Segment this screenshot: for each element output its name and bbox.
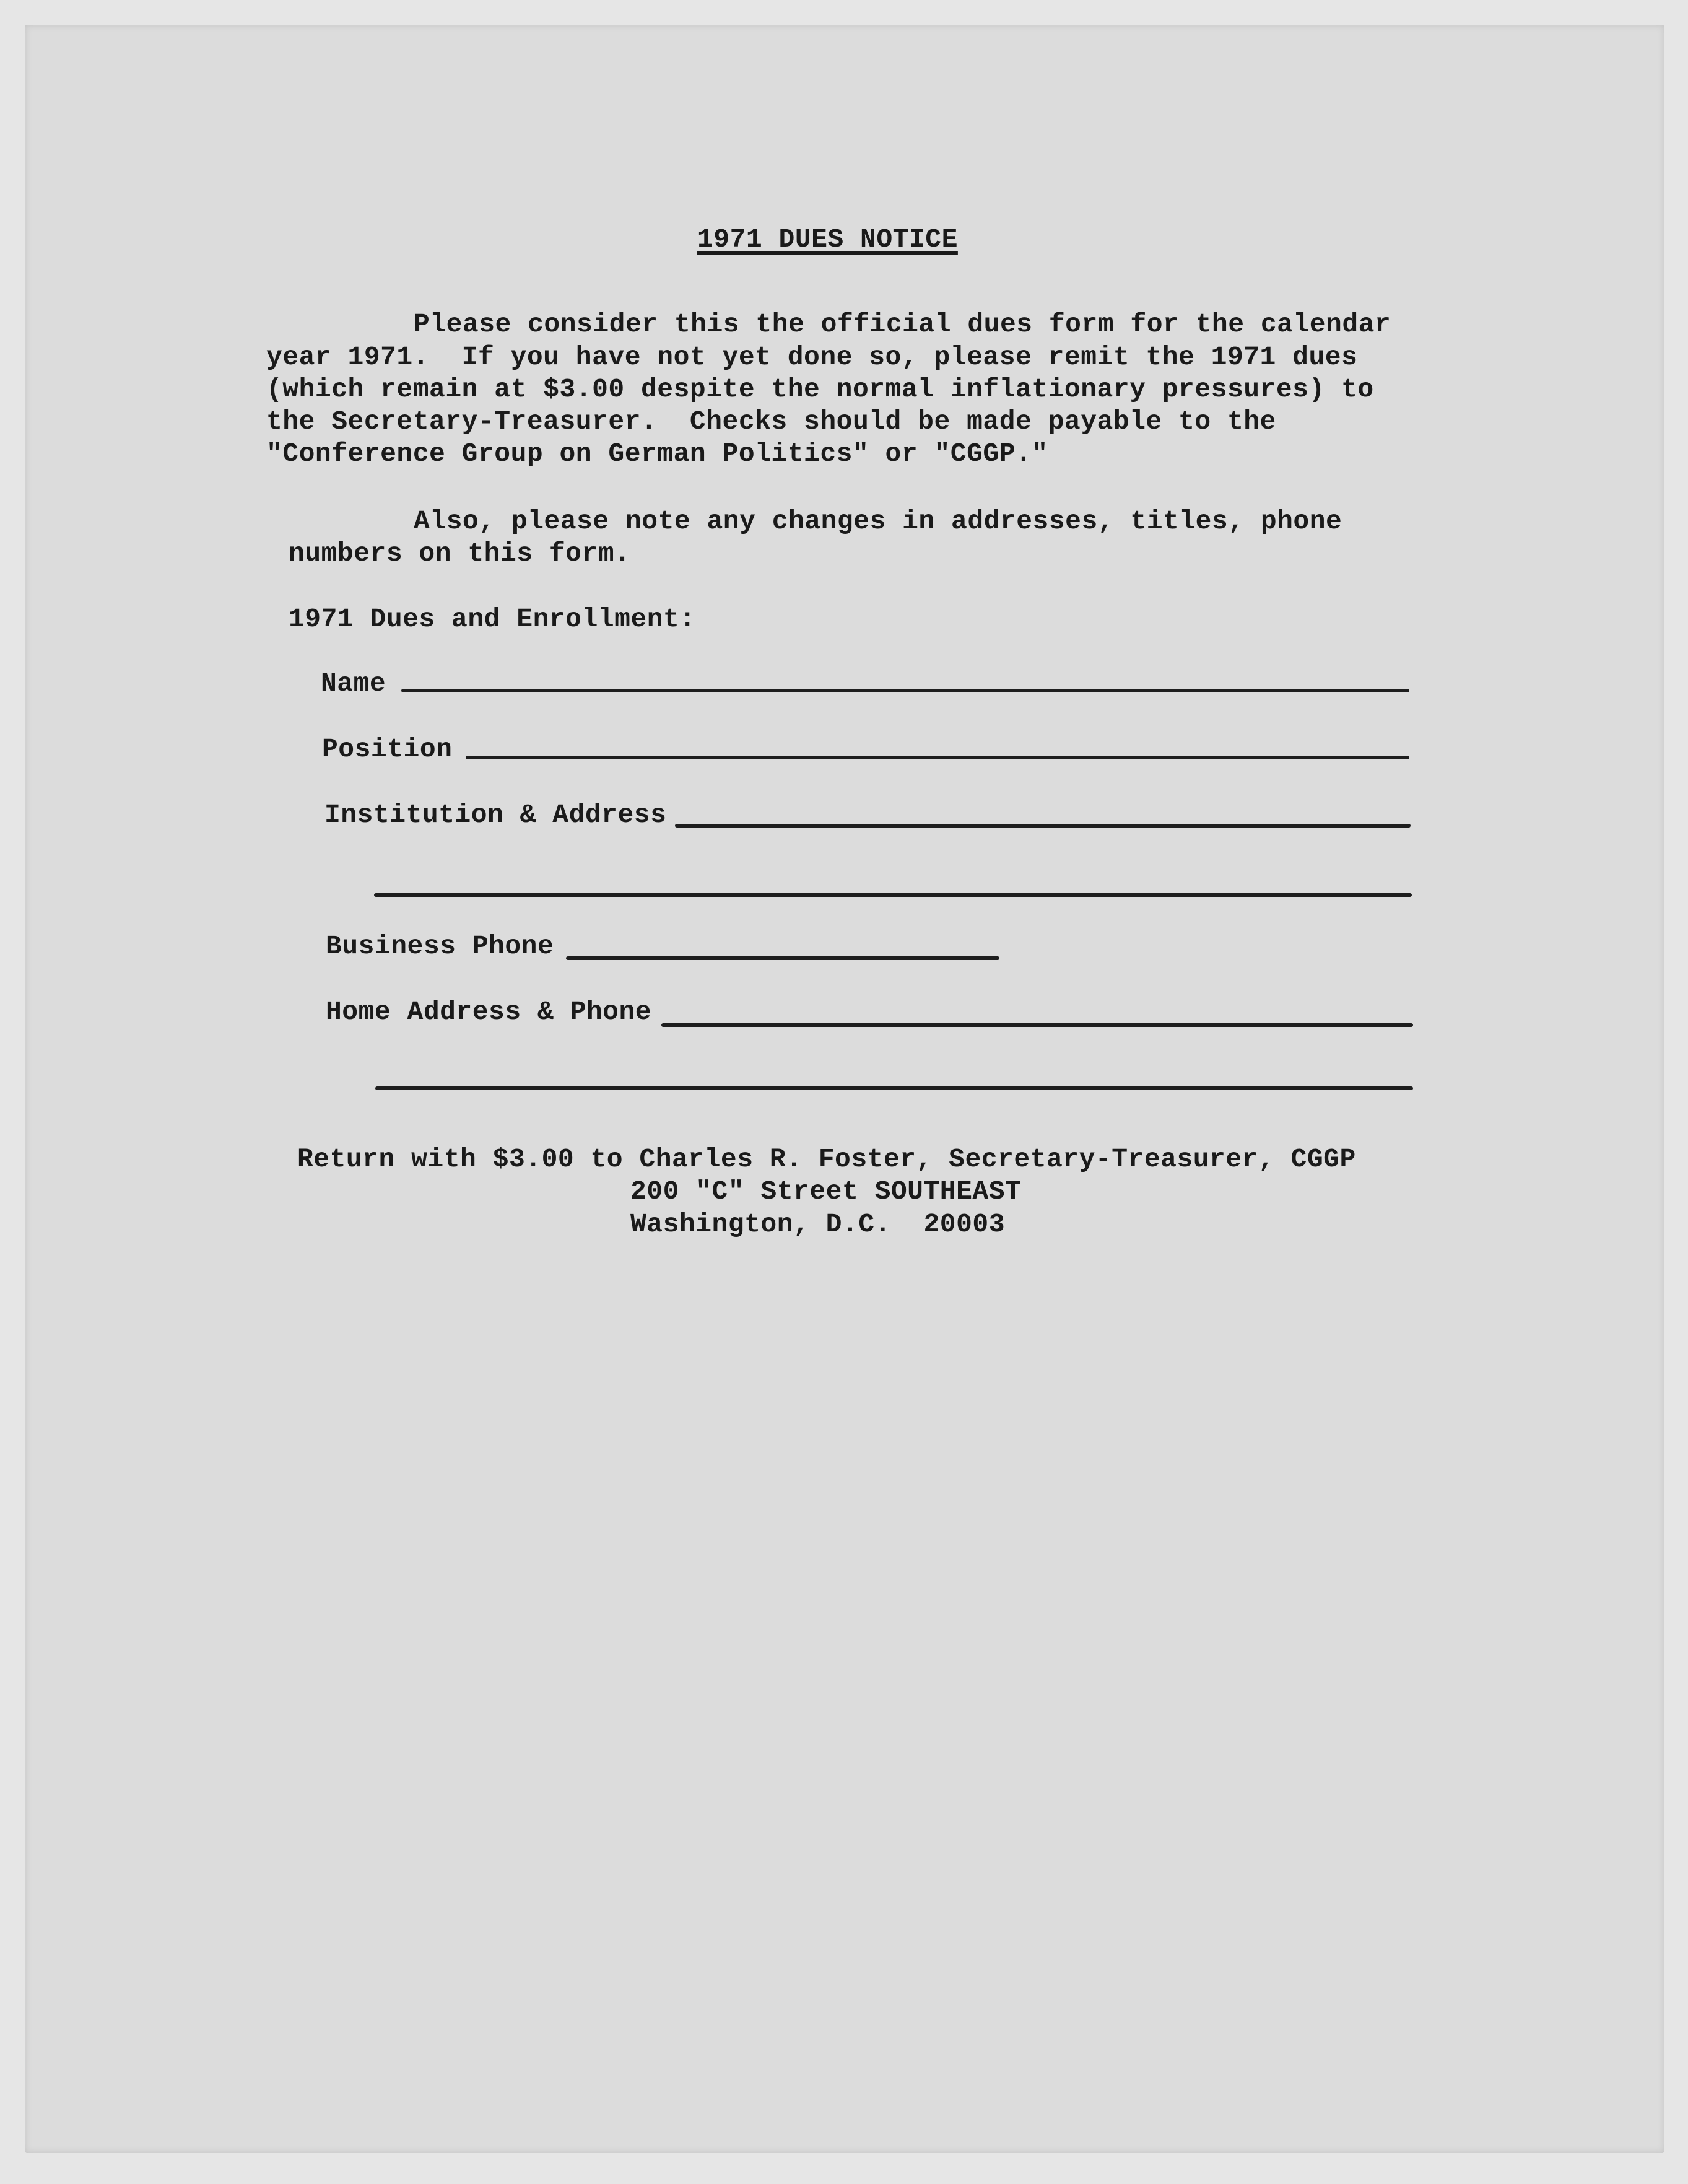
institution-address-field-line[interactable] [675, 824, 1411, 828]
paragraph1-line5: "Conference Group on German Politics" or "CGGP." [266, 439, 1048, 469]
position-field-line[interactable] [466, 756, 1409, 759]
paragraph1-line2: year 1971. If you have not yet done so, please remit the 1971 dues [266, 342, 1358, 372]
paragraph1-line1: Please consider this the official dues form for the calendar [414, 309, 1391, 339]
paragraph2-line2: numbers on this form. [289, 538, 631, 569]
paragraph1-line3: (which remain at $3.00 despite the normal inflationary pressures) to [266, 374, 1374, 404]
return-line2: 200 "C" Street SOUTHEAST [630, 1176, 1022, 1207]
name-field-line[interactable] [401, 689, 1409, 692]
paragraph1-line4: the Secretary-Treasurer. Checks should be made payable to the [266, 406, 1276, 437]
position-label: Position [322, 734, 453, 764]
business-phone-field-line[interactable] [566, 956, 999, 960]
name-label: Name [321, 668, 386, 699]
institution-address-label: Institution & Address [324, 800, 667, 830]
document-title: 1971 DUES NOTICE [697, 224, 958, 255]
home-address-phone-line2[interactable] [375, 1086, 1413, 1090]
return-line3: Washington, D.C. 20003 [630, 1209, 1005, 1239]
home-address-phone-field-line[interactable] [661, 1023, 1413, 1027]
return-line1: Return with $3.00 to Charles R. Foster, Secretary-Treasurer, CGGP [297, 1144, 1356, 1174]
form-heading: 1971 Dues and Enrollment: [289, 604, 696, 634]
business-phone-label: Business Phone [326, 931, 554, 961]
institution-address-line2[interactable] [374, 893, 1412, 897]
paragraph2-line1: Also, please note any changes in addresses, titles, phone [414, 506, 1342, 536]
home-address-phone-label: Home Address & Phone [326, 997, 652, 1027]
